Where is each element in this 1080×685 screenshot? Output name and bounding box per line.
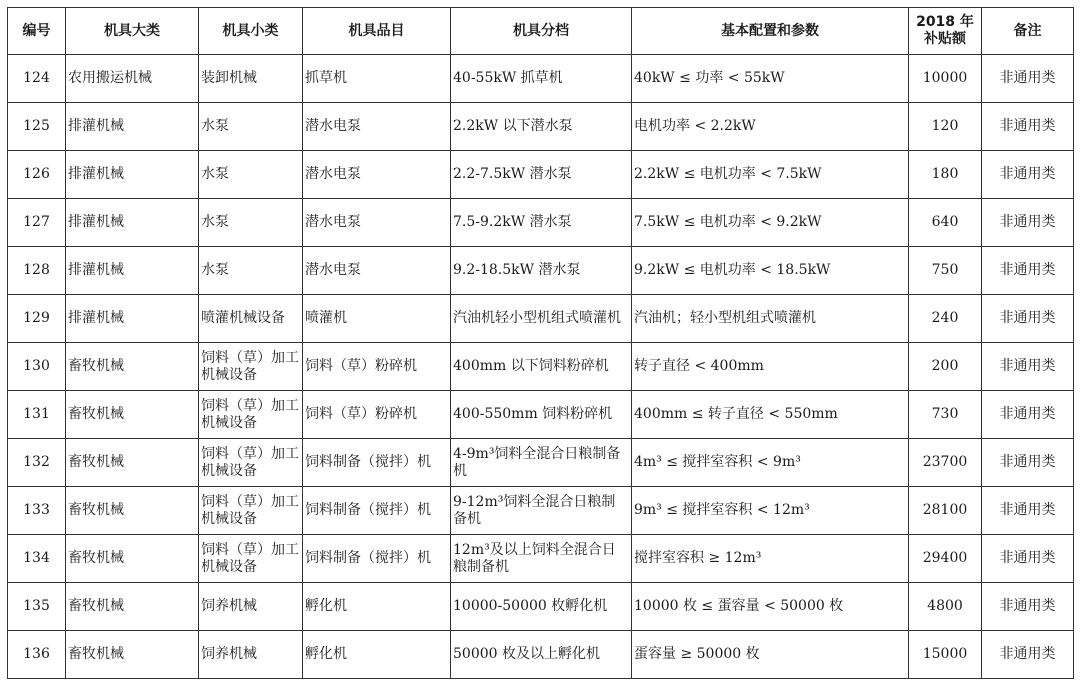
cell-subsidy: 28100: [909, 487, 982, 535]
cell-subsidy: 640: [909, 199, 982, 247]
table-row: [8, 247, 1074, 295]
cell-item: 喷灌机: [303, 295, 451, 343]
cell-note: 非通用类: [982, 583, 1074, 631]
cell-major-category: 畜牧机械: [66, 631, 199, 679]
cell-config: 汽油机；轻小型机组式喷灌机: [632, 295, 909, 343]
cell-grade: 12m³及以上饲料全混合日粮制备机: [451, 535, 632, 583]
cell-minor-category: 饲养机械: [199, 631, 303, 679]
header-grade: 机具分档: [451, 8, 632, 55]
table-row: [8, 391, 1074, 439]
cell-major-category: 农用搬运机械: [66, 55, 199, 103]
header-note: 备注: [982, 8, 1074, 55]
cell-item: 潜水电泵: [303, 199, 451, 247]
cell-id: 125: [8, 103, 66, 151]
cell-grade: 9-12m³饲料全混合日粮制备机: [451, 487, 632, 535]
table-row: [8, 535, 1074, 583]
cell-major-category: 畜牧机械: [66, 439, 199, 487]
cell-config: 转子直径 < 400mm: [632, 343, 909, 391]
cell-id: 132: [8, 439, 66, 487]
cell-grade: 2.2-7.5kW 潜水泵: [451, 151, 632, 199]
cell-major-category: 排灌机械: [66, 151, 199, 199]
cell-major-category: 排灌机械: [66, 199, 199, 247]
table-row: [8, 583, 1074, 631]
cell-subsidy: 4800: [909, 583, 982, 631]
cell-major-category: 排灌机械: [66, 247, 199, 295]
cell-subsidy: 15000: [909, 631, 982, 679]
cell-id: 129: [8, 295, 66, 343]
cell-config: 电机功率 < 2.2kW: [632, 103, 909, 151]
cell-minor-category: 饲料（草）加工机械设备: [199, 535, 303, 583]
cell-major-category: 排灌机械: [66, 103, 199, 151]
cell-grade: 10000-50000 枚孵化机: [451, 583, 632, 631]
cell-config: 400mm ≤ 转子直径 < 550mm: [632, 391, 909, 439]
cell-grade: 2.2kW 以下潜水泵: [451, 103, 632, 151]
cell-config: 40kW ≤ 功率 < 55kW: [632, 55, 909, 103]
header-item: 机具品目: [303, 8, 451, 55]
cell-subsidy: 10000: [909, 55, 982, 103]
cell-note: 非通用类: [982, 247, 1074, 295]
cell-config: 10000 枚 ≤ 蛋容量 < 50000 枚: [632, 583, 909, 631]
cell-item: 孵化机: [303, 631, 451, 679]
cell-note: 非通用类: [982, 151, 1074, 199]
cell-minor-category: 饲料（草）加工机械设备: [199, 487, 303, 535]
cell-grade: 50000 枚及以上孵化机: [451, 631, 632, 679]
cell-subsidy: 750: [909, 247, 982, 295]
cell-config: 2.2kW ≤ 电机功率 < 7.5kW: [632, 151, 909, 199]
cell-minor-category: 装卸机械: [199, 55, 303, 103]
table-row: [8, 55, 1074, 103]
cell-id: 133: [8, 487, 66, 535]
cell-config: 搅拌室容积 ≥ 12m³: [632, 535, 909, 583]
cell-id: 136: [8, 631, 66, 679]
cell-subsidy: 120: [909, 103, 982, 151]
header-row: [8, 8, 1074, 55]
cell-major-category: 畜牧机械: [66, 487, 199, 535]
subsidy-table: [7, 7, 1074, 679]
cell-grade: 40-55kW 抓草机: [451, 55, 632, 103]
cell-subsidy: 730: [909, 391, 982, 439]
header-subsidy: 2018 年补贴额: [909, 8, 982, 55]
cell-item: 潜水电泵: [303, 151, 451, 199]
cell-grade: 汽油机轻小型机组式喷灌机: [451, 295, 632, 343]
table-row: [8, 295, 1074, 343]
cell-subsidy: 180: [909, 151, 982, 199]
cell-config: 9.2kW ≤ 电机功率 < 18.5kW: [632, 247, 909, 295]
cell-minor-category: 饲养机械: [199, 583, 303, 631]
cell-minor-category: 水泵: [199, 199, 303, 247]
cell-subsidy: 29400: [909, 535, 982, 583]
cell-grade: 400-550mm 饲料粉碎机: [451, 391, 632, 439]
cell-subsidy: 200: [909, 343, 982, 391]
table-row: [8, 487, 1074, 535]
cell-config: 4m³ ≤ 搅拌室容积 < 9m³: [632, 439, 909, 487]
cell-note: 非通用类: [982, 391, 1074, 439]
cell-grade: 7.5-9.2kW 潜水泵: [451, 199, 632, 247]
cell-subsidy: 240: [909, 295, 982, 343]
cell-minor-category: 水泵: [199, 151, 303, 199]
cell-major-category: 畜牧机械: [66, 391, 199, 439]
cell-id: 124: [8, 55, 66, 103]
table-row: [8, 343, 1074, 391]
cell-minor-category: 喷灌机械设备: [199, 295, 303, 343]
cell-note: 非通用类: [982, 487, 1074, 535]
cell-item: 孵化机: [303, 583, 451, 631]
cell-major-category: 排灌机械: [66, 295, 199, 343]
cell-note: 非通用类: [982, 295, 1074, 343]
cell-id: 134: [8, 535, 66, 583]
subsidy-table-container: [7, 7, 1074, 679]
cell-id: 131: [8, 391, 66, 439]
cell-minor-category: 饲料（草）加工机械设备: [199, 439, 303, 487]
table-row: [8, 199, 1074, 247]
cell-id: 135: [8, 583, 66, 631]
cell-minor-category: 水泵: [199, 103, 303, 151]
table-row: [8, 439, 1074, 487]
cell-item: 潜水电泵: [303, 103, 451, 151]
cell-major-category: 畜牧机械: [66, 583, 199, 631]
cell-config: 7.5kW ≤ 电机功率 < 9.2kW: [632, 199, 909, 247]
cell-note: 非通用类: [982, 535, 1074, 583]
header-config: 基本配置和参数: [632, 8, 909, 55]
header-minor-category: 机具小类: [199, 8, 303, 55]
cell-id: 126: [8, 151, 66, 199]
cell-note: 非通用类: [982, 55, 1074, 103]
cell-id: 130: [8, 343, 66, 391]
cell-note: 非通用类: [982, 343, 1074, 391]
cell-major-category: 畜牧机械: [66, 343, 199, 391]
cell-note: 非通用类: [982, 103, 1074, 151]
cell-grade: 400mm 以下饲料粉碎机: [451, 343, 632, 391]
cell-grade: 4-9m³饲料全混合日粮制备机: [451, 439, 632, 487]
cell-item: 饲料（草）粉碎机: [303, 391, 451, 439]
cell-major-category: 畜牧机械: [66, 535, 199, 583]
table-row: [8, 103, 1074, 151]
cell-id: 128: [8, 247, 66, 295]
cell-minor-category: 水泵: [199, 247, 303, 295]
cell-item: 饲料（草）粉碎机: [303, 343, 451, 391]
table-row: [8, 631, 1074, 679]
header-id: 编号: [8, 8, 66, 55]
cell-item: 潜水电泵: [303, 247, 451, 295]
cell-config: 蛋容量 ≥ 50000 枚: [632, 631, 909, 679]
table-body: [8, 55, 1074, 679]
cell-grade: 9.2-18.5kW 潜水泵: [451, 247, 632, 295]
cell-item: 饲料制备（搅拌）机: [303, 439, 451, 487]
cell-note: 非通用类: [982, 631, 1074, 679]
cell-note: 非通用类: [982, 199, 1074, 247]
cell-item: 抓草机: [303, 55, 451, 103]
cell-minor-category: 饲料（草）加工机械设备: [199, 391, 303, 439]
cell-item: 饲料制备（搅拌）机: [303, 487, 451, 535]
header-major-category: 机具大类: [66, 8, 199, 55]
cell-subsidy: 23700: [909, 439, 982, 487]
cell-config: 9m³ ≤ 搅拌室容积 < 12m³: [632, 487, 909, 535]
cell-item: 饲料制备（搅拌）机: [303, 535, 451, 583]
cell-minor-category: 饲料（草）加工机械设备: [199, 343, 303, 391]
cell-note: 非通用类: [982, 439, 1074, 487]
table-row: [8, 151, 1074, 199]
cell-id: 127: [8, 199, 66, 247]
